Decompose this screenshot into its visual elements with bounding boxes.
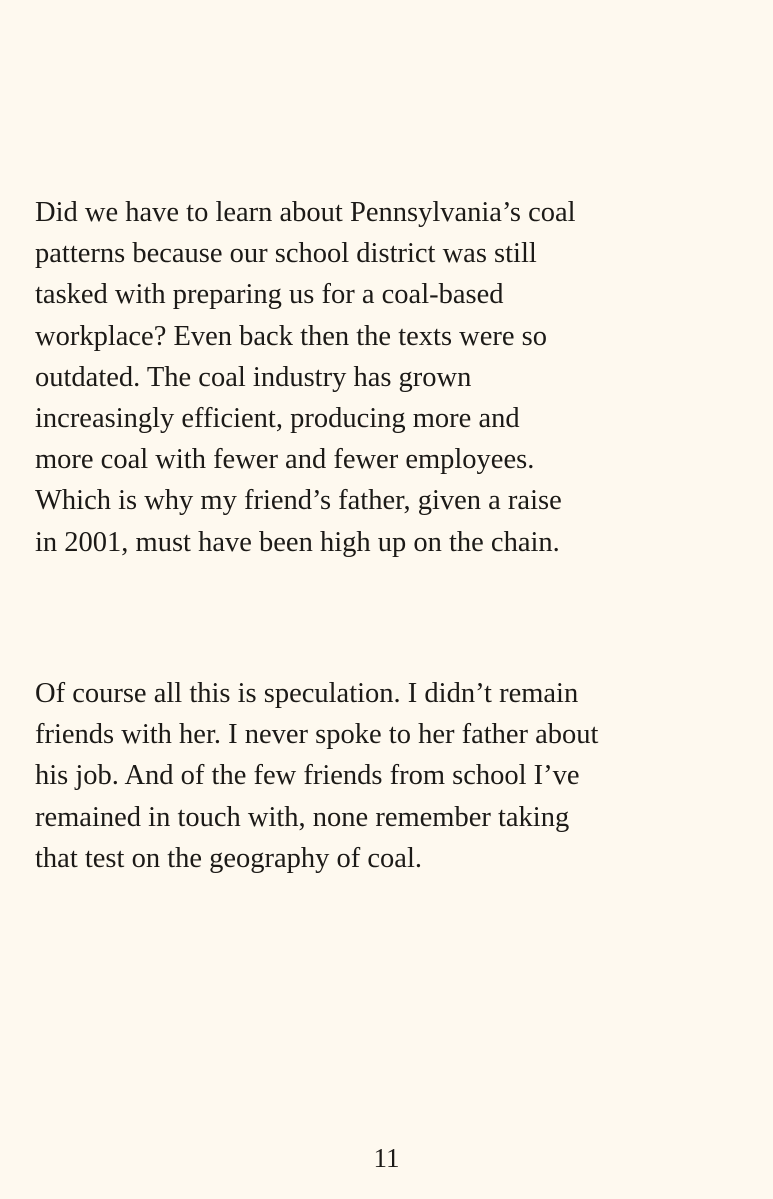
paragraph-line: Did we have to learn about Pennsylvania’s coal <box>35 197 576 228</box>
paragraph-line: patterns because our school district was still <box>35 238 537 270</box>
paragraph-line: Of course all this is speculation. I didn’t remain <box>35 678 579 709</box>
paragraph-line: outdated. The coal industry has grown <box>35 361 472 393</box>
paragraph-line: more coal with fewer and fewer employees. <box>35 444 535 476</box>
paragraph-line: that test on the geography of coal. <box>35 842 423 874</box>
paragraph-line: tasked with preparing us for a coal-based <box>35 279 504 311</box>
paragraph-line: increasingly efficient, producing more and <box>35 403 520 435</box>
paragraph-line: Which is why my friend’s father, given a raise <box>35 485 562 517</box>
paragraph-line: in 2001, must have been high up on the chain. <box>35 526 560 558</box>
paragraph-line: friends with her. I never spoke to her father about <box>35 719 599 751</box>
page-number: 11 <box>373 1143 400 1173</box>
paragraph-1 <box>35 192 735 563</box>
paragraph-2 <box>35 673 735 879</box>
paragraph-line: his job. And of the few friends from school I’ve <box>35 760 580 792</box>
paragraph-line: remained in touch with, none remember taking <box>35 801 570 833</box>
paragraph-line: workplace? Even back then the texts were so <box>35 320 547 352</box>
